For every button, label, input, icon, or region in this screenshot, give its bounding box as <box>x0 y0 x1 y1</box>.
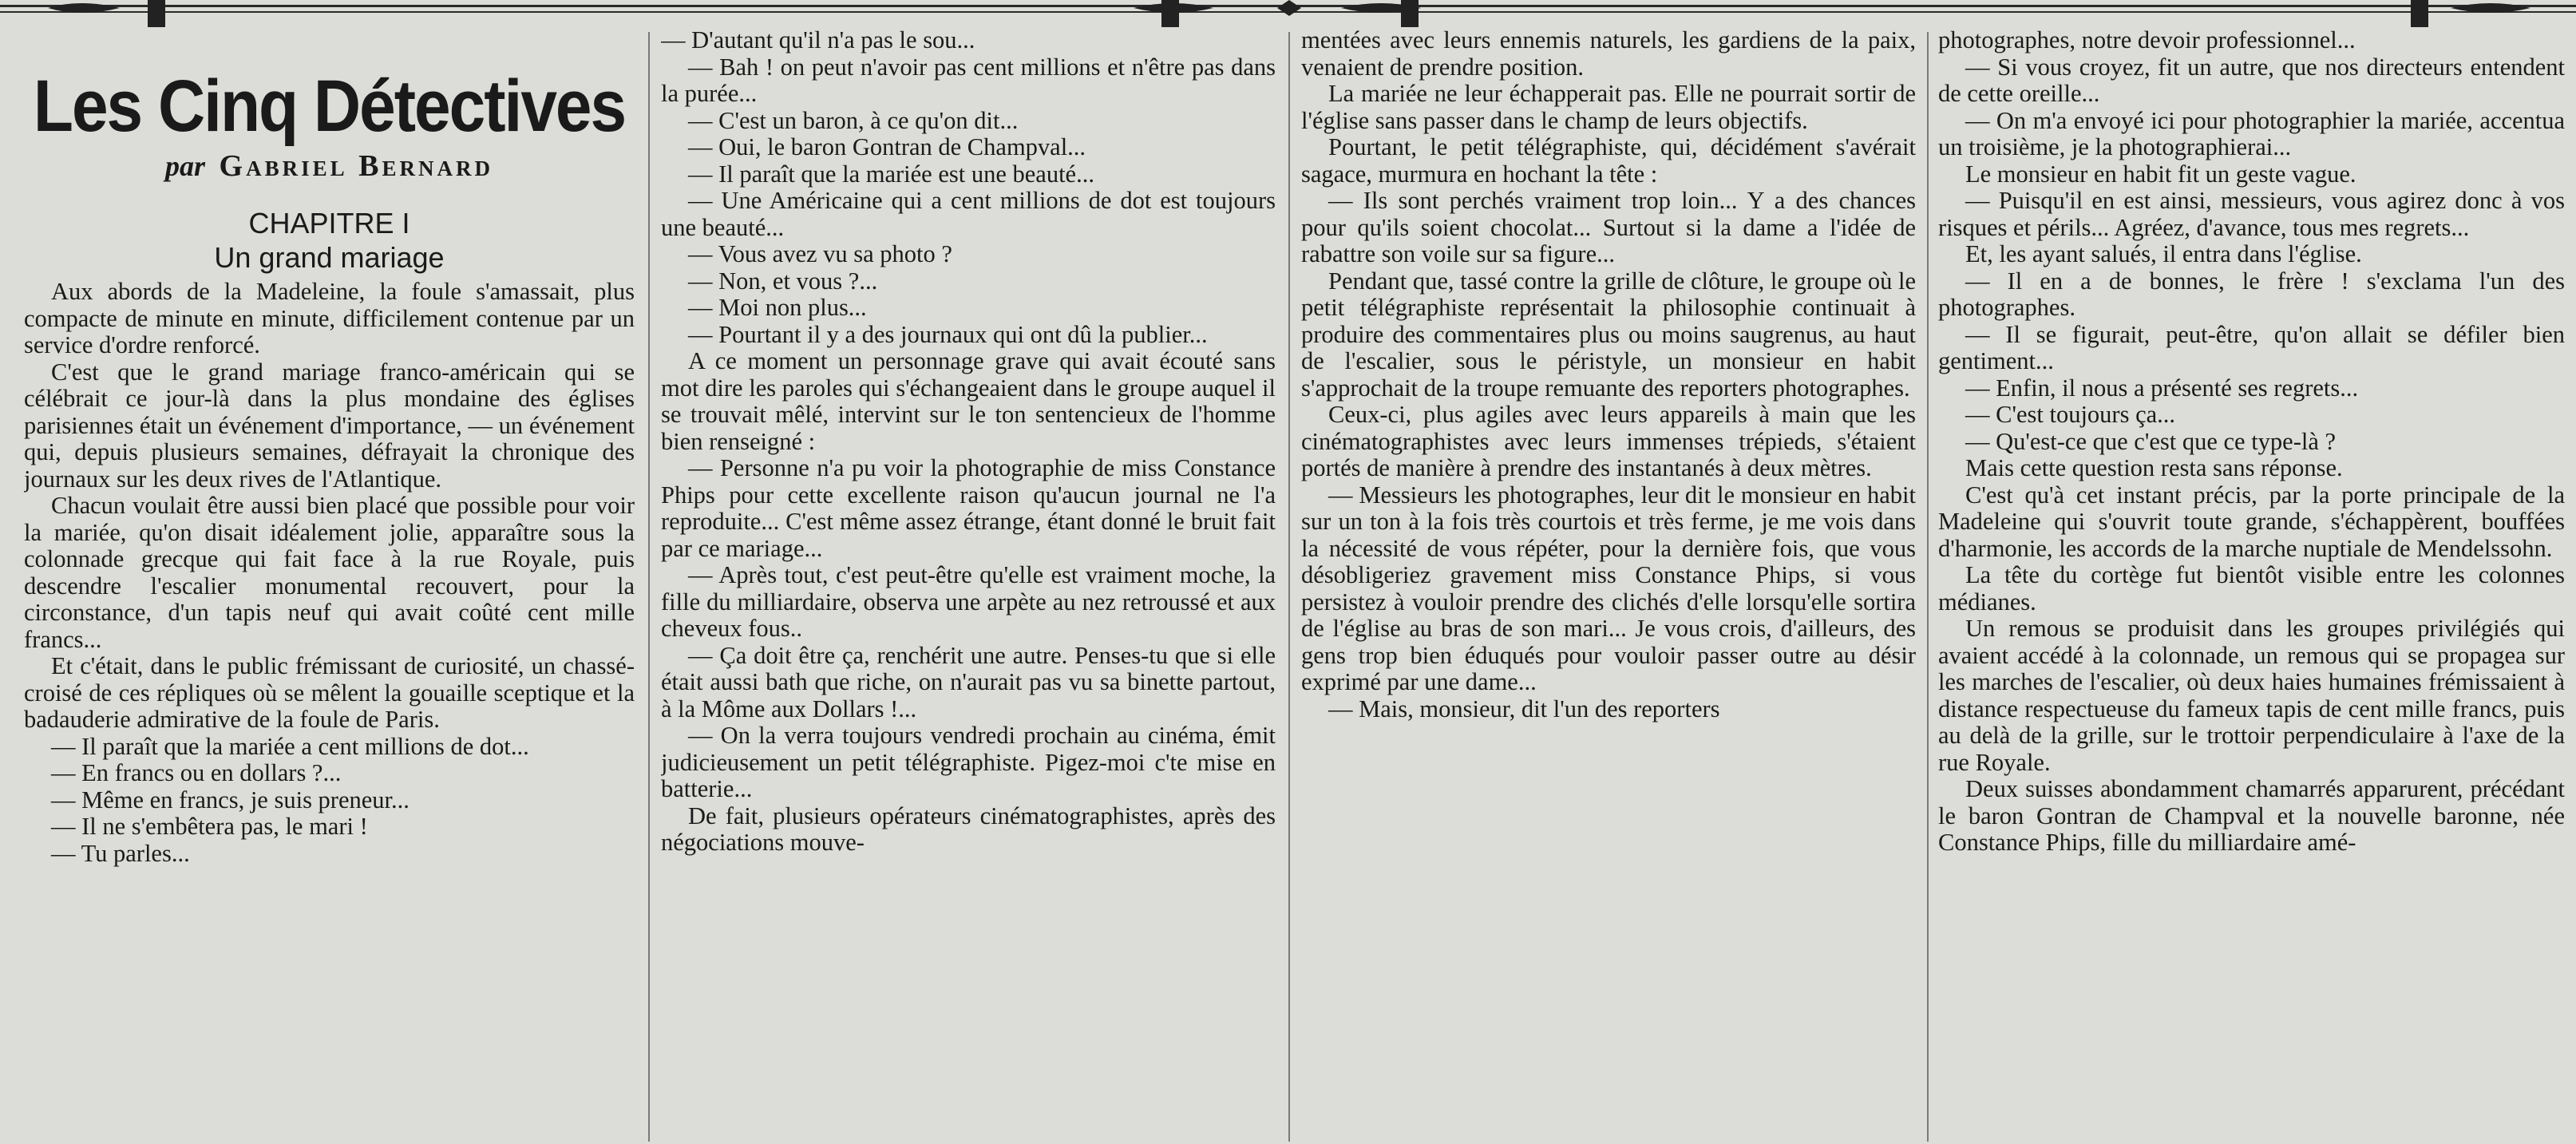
column-3-body <box>1301 27 1916 722</box>
column-3 <box>1301 27 1916 1143</box>
article-title: Les Cinq Détectives <box>33 65 626 148</box>
paragraph: — Qu'est-ce que c'est que ce type-là ? <box>1965 427 2337 455</box>
paragraph: — Il paraît que la mariée est une beauté... <box>688 160 1094 188</box>
column-rule <box>1288 32 1290 1142</box>
paragraph: — Oui, le baron Gontran de Champval... <box>688 133 1086 160</box>
column-2-body <box>661 27 1276 857</box>
paragraph: — On la verra toujours vendredi prochain au cinéma, émit judicieusement un petit télégraphiste. Pigez-moi c'te mise en batterie... <box>661 722 1276 802</box>
paragraph: — En francs ou en dollars ?... <box>51 759 342 786</box>
paragraph: — Puisqu'il en est ainsi, messieurs, vous agirez donc à vos risques et périls... Agréez, d'avance, tous mes regrets... <box>1938 187 2565 241</box>
paragraph: — C'est toujours ça... <box>1965 401 2176 428</box>
paragraph: — C'est un baron, à ce qu'on dit... <box>688 106 1019 134</box>
byline-par: par <box>165 150 206 182</box>
paragraph: — Ils sont perchés vraiment trop loin... Y a des chances pour qu'ils soient chocolat... Surtout si la dame a l'idée de rabattre son voile sur sa figure... <box>1301 187 1916 267</box>
column-rule <box>648 32 650 1142</box>
paragraph: Chacun voulait être aussi bien placé que possible pour voir la mariée, qu'on disait idéalement jolie, apparaître sous la colonnade grecque qui fait face à la rue Royale, puis descendre l'escalier monumental recouvert, pour la circonstance, d'un tapis neuf qui avait coûté cent mille francs... <box>24 492 635 653</box>
paragraph: — Vous avez vu sa photo ? <box>688 240 952 267</box>
paragraph: — Bah ! on peut n'avoir pas cent millions et n'être pas dans la purée... <box>661 53 1276 107</box>
paragraph: — Non, et vous ?... <box>688 267 878 295</box>
paragraph: — Personne n'a pu voir la photographie de miss Constance Phips pour cette excellente raison qu'aucun journal ne l'a reproduite... C'est même assez étrange, étant donné le bruit fait par ce mariage... <box>661 454 1276 562</box>
paragraph: — Il se figurait, peut-être, qu'on allait se défiler bien gentiment... <box>1938 320 2565 374</box>
paragraph: mentées avec leurs ennemis naturels, les gardiens de la paix, venaient de prendre position. <box>1301 27 1916 81</box>
paragraph: — Enfin, il nous a présenté ses regrets... <box>1965 374 2359 402</box>
column-4-body <box>1938 27 2565 857</box>
paragraph: Et c'était, dans le public frémissant de curiosité, un chassé-croisé de ces répliques où se mêlent la gouaille sceptique et la badauderie admirative de la foule de Paris. <box>24 652 635 733</box>
column-rule <box>1927 32 1929 1142</box>
paragraph: Un remous se produisit dans les groupes privilégiés qui avaient accédé à la colonnade, un remous qui se propagea sur les marches de l'escalier, où deux haies humaines frémissaient à distance respectueuse du fameux tapis de cent mille francs, puis au delà de la grille, sur le trottoir perpendiculaire à l'axe de la rue Royale. <box>1938 615 2565 776</box>
paragraph: — Pourtant il y a des journaux qui ont dû la publier... <box>688 320 1208 348</box>
column-4 <box>1938 27 2565 1143</box>
paragraph: C'est que le grand mariage franco-américain qui se célébrait ce jour-là dans la plus mondaine des églises parisiennes était un événement d'importance, — un événement qui, depuis plusieurs semaines, défrayait la chronique des journaux sur les deux rives de l'Atlantique. <box>24 358 635 493</box>
paragraph: Ceux-ci, plus agiles avec leurs appareils à main que les cinématographistes avec leurs immenses trépieds, s'étaient portés de manière à prendre des instantanés à deux mètres. <box>1301 401 1916 481</box>
paragraph: — Après tout, c'est peut-être qu'elle est vraiment moche, la fille du milliardaire, observa une arpète au nez retroussé et aux cheveux fous.. <box>661 561 1276 642</box>
paragraph: Aux abords de la Madeleine, la foule s'amassait, plus compacte de minute en minute, difficilement contenue par un service d'ordre renforcé. <box>24 278 635 358</box>
paragraph: Le monsieur en habit fit un geste vague. <box>1965 160 2356 188</box>
paragraph: La mariée ne leur échapperait pas. Elle ne pourrait sortir de l'église sans passer dans le champ de leurs objectifs. <box>1301 80 1916 134</box>
paragraph: — On m'a envoyé ici pour photographier la mariée, accentua un troisième, je la photographierai... <box>1938 106 2565 160</box>
paragraph: — Il en a de bonnes, le frère ! s'exclama l'un des photographes. <box>1938 267 2565 321</box>
paragraph: C'est qu'à cet instant précis, par la porte principale de la Madeleine qui s'ouvrit toute grande, s'échappèrent, bouffées d'harmonie, les accords de la marche nuptiale de Mendelssohn. <box>1938 481 2565 562</box>
paragraph: Et, les ayant salués, il entra dans l'église. <box>1965 240 2362 267</box>
byline <box>24 148 635 186</box>
paragraph: Mais cette question resta sans réponse. <box>1965 454 2343 481</box>
paragraph: — Moi non plus... <box>688 294 867 321</box>
paragraph: — Ça doit être ça, renchérit une autre. Penses-tu que si elle était aussi bath que riche, on n'aurait pas vu sa binette partout, à la Môme aux Dollars !... <box>661 641 1276 722</box>
byline-author: Gabriel Bernard <box>219 149 493 183</box>
paragraph: De fait, plusieurs opérateurs cinématographistes, après des négociations mouve- <box>661 802 1276 856</box>
paragraph: — Si vous croyez, fit un autre, que nos directeurs entendent de cette oreille... <box>1938 53 2565 107</box>
column-1-body <box>24 279 635 867</box>
paragraph: La tête du cortège fut bientôt visible entre les colonnes médianes. <box>1938 561 2565 616</box>
paragraph: A ce moment un personnage grave qui avait écouté sans mot dire les paroles qui s'échangeaient dans le groupe auquel il se trouvait mêlé, intervint sur le ton sentencieux de l'homme bien renseigné : <box>661 347 1276 455</box>
paragraph: — Il ne s'embêtera pas, le mari ! <box>51 813 368 840</box>
paragraph: Pourtant, le petit télégraphiste, qui, décidément s'avérait sagace, murmura en hochant la tête : <box>1301 133 1916 188</box>
paragraph: — Une Américaine qui a cent millions de dot est toujours une beauté... <box>661 187 1276 241</box>
paragraph: — Il paraît que la mariée a cent millions de dot... <box>51 732 529 760</box>
paragraph: photographes, notre devoir professionnel... <box>1938 27 2356 53</box>
column-1 <box>24 24 635 1142</box>
paragraph: — Messieurs les photographes, leur dit le monsieur en habit sur un ton à la fois très courtois et très ferme, je me vois dans la nécessité de vous répéter, pour la dernière fois, que vous désobligeriez gravement miss Constance Phips, si vous persistez à vouloir prendre des clichés d'elle lorsqu'elle sortira de l'église au bras de son mari... Je vous crois, d'ailleurs, des gens trop bien éduqués pour vouloir passer outre au désir exprimé par une dame... <box>1301 481 1916 695</box>
paragraph: Deux suisses abondamment chamarrés apparurent, précédant le baron Gontran de Champval et la nouvelle baronne, née Constance Phips, fille du milliardaire amé- <box>1938 775 2565 856</box>
paragraph: — Tu parles... <box>51 839 190 867</box>
chapter-title: Un grand mariage <box>214 241 445 274</box>
column-2 <box>661 27 1276 1143</box>
paragraph: Pendant que, tassé contre la grille de clôture, le groupe où le petit télégraphiste représentait la philosophie continuait à produire des commentaires plus ou moins saugrenus, au haut de l'escalier, sous le péristyle, un monsieur en habit s'approchait de la troupe remuante des reporters photographes. <box>1301 267 1916 402</box>
paragraph: — Même en francs, je suis preneur... <box>51 786 410 813</box>
paragraph: — D'autant qu'il n'a pas le sou... <box>661 27 975 53</box>
chapter-heading: CHAPITRE I <box>248 207 410 239</box>
paragraph: — Mais, monsieur, dit l'un des reporters <box>1328 695 1720 722</box>
